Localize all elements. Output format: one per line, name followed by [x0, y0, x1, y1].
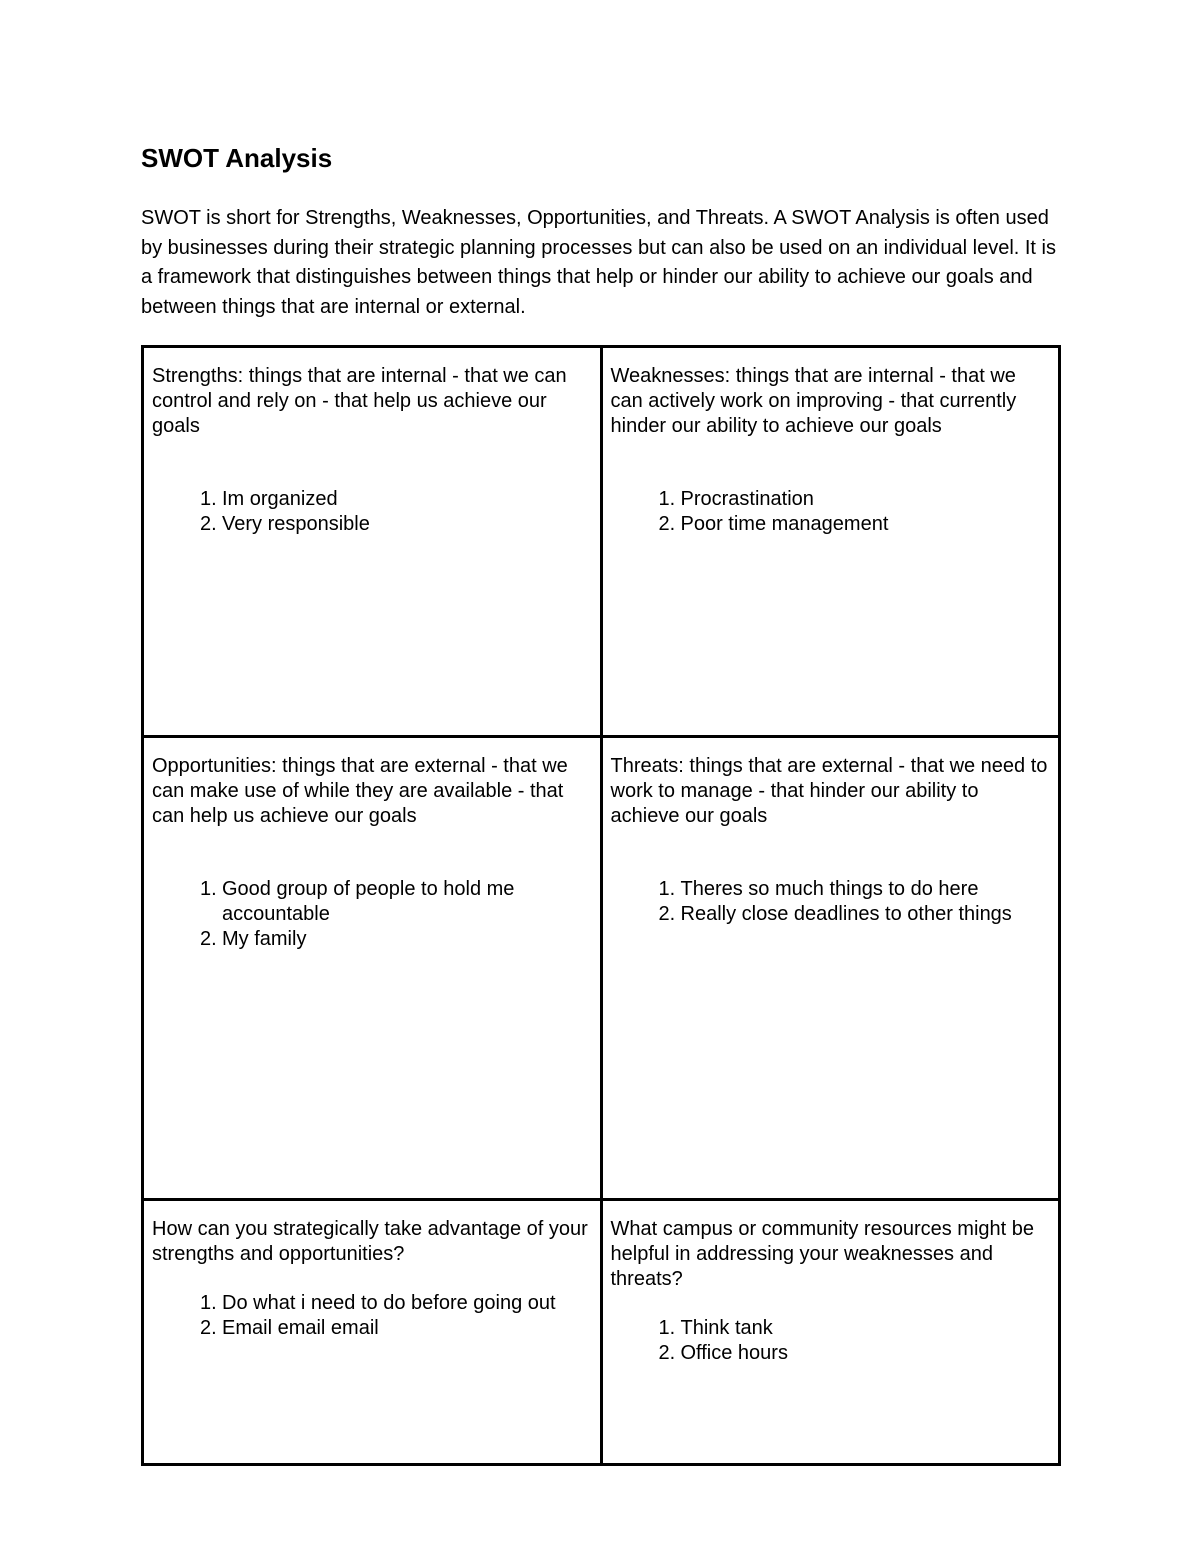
list-item-text: Think tank [680, 1317, 773, 1339]
resources-list [611, 1316, 1051, 1366]
opportunities-heading: Opportunities: things that are external - that we can make use of while they are available - that can help us achieve our goals [152, 755, 568, 827]
list-item [611, 1316, 1051, 1341]
table-row [143, 737, 1060, 1200]
list-item-text: Office hours [680, 1342, 788, 1364]
opportunities-cell [143, 737, 602, 1200]
opportunities-list [152, 877, 592, 952]
list-number: 2. [200, 513, 217, 535]
list-item [152, 877, 592, 927]
list-number: 2. [658, 1342, 676, 1364]
strengths-heading: Strengths: things that are internal - that we can control and rely on - that help us achieve our goals [152, 365, 567, 437]
list-item-text: Email email email [222, 1317, 379, 1339]
list-number: 1. [200, 1292, 217, 1314]
list-number: 1. [658, 1317, 676, 1339]
list-number: 1. [658, 878, 676, 900]
list-item [611, 512, 1051, 537]
list-number: 2. [658, 903, 676, 925]
list-number: 2. [200, 928, 217, 950]
list-item-text: Theres so much things to do here [680, 878, 979, 900]
list-item-text: Good group of people to hold me accountable [222, 878, 515, 925]
list-item-text: Im organized [222, 488, 338, 510]
list-number: 2. [658, 513, 676, 535]
table-row [143, 347, 1060, 737]
list-item [611, 487, 1051, 512]
list-item [152, 512, 592, 537]
threats-list [611, 877, 1051, 927]
list-item [611, 902, 1051, 927]
list-item-text: My family [222, 928, 307, 950]
swot-table [141, 345, 1061, 1466]
list-number: 1. [200, 488, 217, 510]
strategy-cell [143, 1200, 602, 1465]
list-item-text: Really close deadlines to other things [680, 903, 1012, 925]
list-item-text: Procrastination [680, 488, 814, 510]
list-number: 1. [200, 878, 217, 900]
list-item [152, 1291, 592, 1316]
list-item [611, 877, 1051, 902]
strategy-heading: How can you strategically take advantage of your strengths and opportunities? [152, 1218, 588, 1265]
list-number: 2. [200, 1317, 217, 1339]
list-item-text: Very responsible [222, 513, 370, 535]
strategy-list [152, 1291, 592, 1341]
resources-cell [601, 1200, 1060, 1465]
weaknesses-heading: Weaknesses: things that are internal - that we can actively work on improving - that currently hinder our ability to achieve our goals [610, 365, 1017, 437]
table-row [143, 1200, 1060, 1465]
list-item [152, 487, 592, 512]
list-item [152, 927, 592, 952]
list-number: 1. [658, 488, 676, 510]
list-item [152, 1316, 592, 1341]
threats-cell [601, 737, 1060, 1200]
resources-heading: What campus or community resources might be helpful in addressing your weaknesses and threats? [610, 1218, 1034, 1290]
weaknesses-cell [601, 347, 1060, 737]
weaknesses-list [611, 487, 1051, 537]
list-item-text: Poor time management [680, 513, 889, 535]
list-item-text: Do what i need to do before going out [222, 1292, 556, 1314]
list-item [611, 1341, 1051, 1366]
strengths-list [152, 487, 592, 537]
threats-heading: Threats: things that are external - that we need to work to manage - that hinder our ability to achieve our goals [610, 755, 1048, 827]
strengths-cell [143, 347, 602, 737]
page-title: SWOT Analysis [141, 143, 333, 173]
intro-paragraph: SWOT is short for Strengths, Weaknesses, Opportunities, and Threats. A SWOT Analysis is often used by businesses during their strategic planning processes but can also be used on an individual level. It is a framework that distinguishes between things that help or hinder our ability to achieve our goals and between things that are internal or external. [141, 207, 1056, 318]
